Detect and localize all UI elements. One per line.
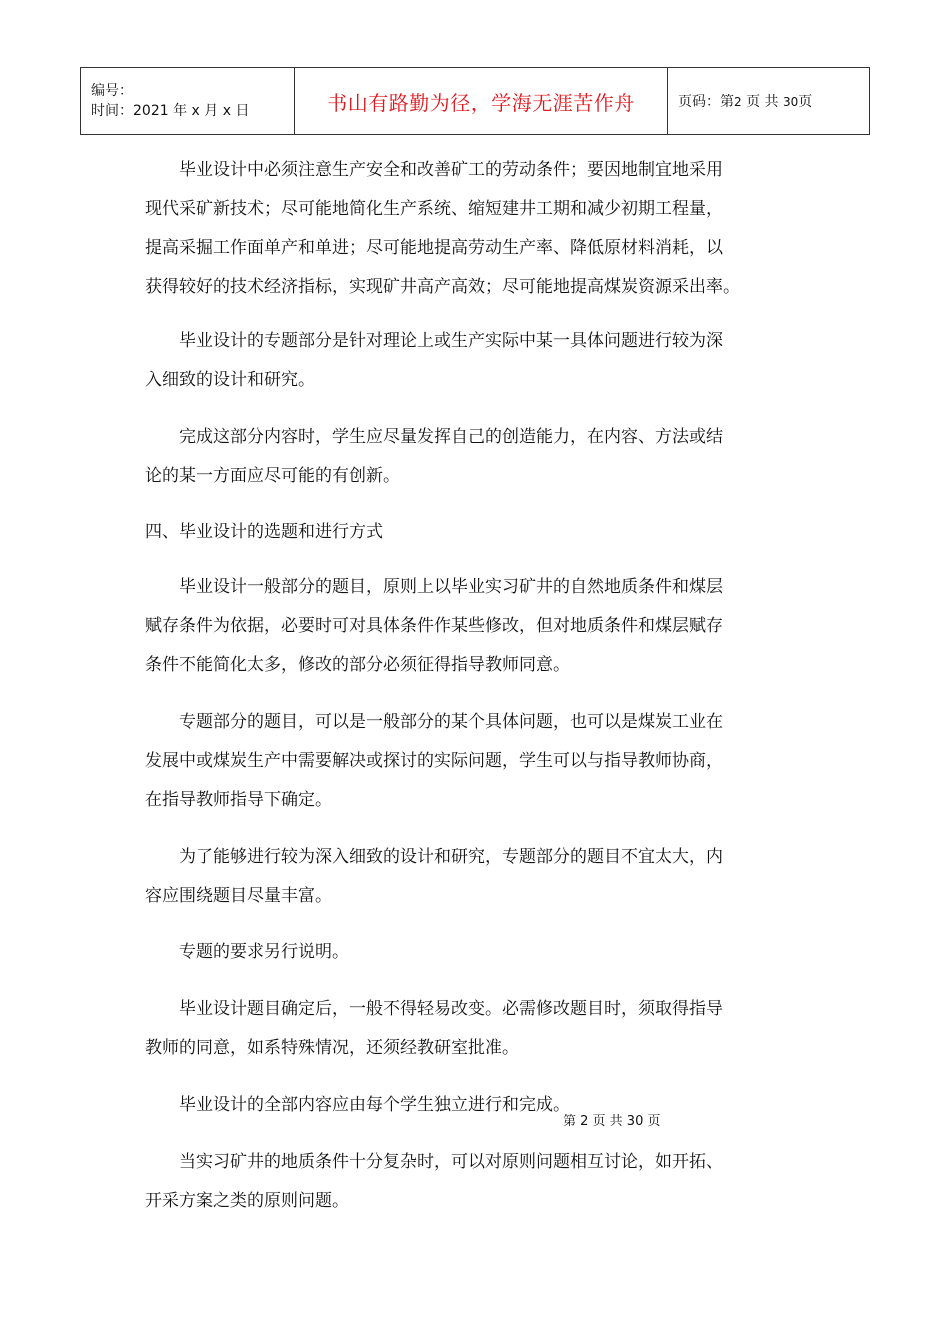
text-line: 毕业设计题目确定后，一般不得轻易改变。必需修改题目时，须取得指导 [179,999,723,1019]
text-line: 获得较好的技术经济指标，实现矿井高产高效；尽可能地提高煤炭资源采出率。 [145,277,740,297]
paragraph [145,568,723,685]
text-line: 毕业设计一般部分的题目，原则上以毕业实习矿井的自然地质条件和煤层 [179,577,723,597]
paragraph [145,838,723,916]
text-line: 毕业设计中必须注意生产安全和改善矿工的劳动条件；要因地制宜地采用 [179,160,723,180]
paragraph [145,1086,570,1125]
page-total: 30 [783,95,799,109]
document-number: 编号： [91,83,133,99]
page-suffix: 页 [798,94,813,110]
header-motto: 书山有路勤为径，学海无涯苦作舟 [295,68,668,135]
section-heading [145,513,383,552]
text-line: 当实习矿井的地质条件十分复杂时，可以对原则问题相互讨论，如开拓、 [179,1152,723,1172]
text-line: 四、毕业设计的选题和进行方式 [145,522,383,542]
document-date: 时间：2021 年 x 月 x 日 [91,103,250,119]
text-line: 在指导教师指导下确定。 [145,790,332,810]
text-line: 论的某一方面应尽可能的有创新。 [145,466,400,486]
text-line: 毕业设计的专题部分是针对理论上或生产实际中某一具体问题进行较为深 [179,331,723,351]
paragraph [145,151,740,307]
text-line: 毕业设计的全部内容应由每个学生独立进行和完成。 [179,1095,570,1115]
text-line: 专题部分的题目，可以是一般部分的某个具体问题，也可以是煤炭工业在 [179,712,723,732]
document-header [80,67,870,135]
text-line: 教师的同意，如系特殊情况，还须经教研室批准。 [145,1038,519,1058]
text-line: 为了能够进行较为深入细致的设计和研究，专题部分的题目不宜太大，内 [179,847,723,867]
paragraph [145,933,349,972]
paragraph [145,418,723,496]
paragraph [145,1143,723,1221]
text-line: 现代采矿新技术；尽可能地简化生产系统、缩短建井工期和减少初期工程量， [145,199,723,219]
page-current: 2 [734,95,742,109]
paragraph [145,322,723,400]
page-middle: 页 共 [746,94,779,110]
text-line: 提高采掘工作面单产和单进；尽可能地提高劳动生产率、降低原材料消耗，以 [145,238,723,258]
header-page-info [668,68,870,135]
page-footer: 第 2 页 共 30 页 [563,1114,661,1129]
text-line: 专题的要求另行说明。 [179,942,349,962]
text-line: 开采方案之类的原则问题。 [145,1191,349,1211]
text-line: 发展中或煤炭生产中需要解决或探讨的实际问题，学生可以与指导教师协商， [145,751,723,771]
text-line: 入细致的设计和研究。 [145,370,315,390]
paragraph [145,703,723,820]
text-line: 条件不能简化太多，修改的部分必须征得指导教师同意。 [145,655,570,675]
header-meta [81,68,295,135]
text-line: 容应围绕题目尽量丰富。 [145,886,332,906]
page-prefix: 页码：第 [678,94,734,110]
text-line: 赋存条件为依据，必要时可对具体条件作某些修改，但对地质条件和煤层赋存 [145,616,723,636]
text-line: 完成这部分内容时，学生应尽量发挥自己的创造能力，在内容、方法或结 [179,427,723,447]
paragraph [145,990,723,1068]
